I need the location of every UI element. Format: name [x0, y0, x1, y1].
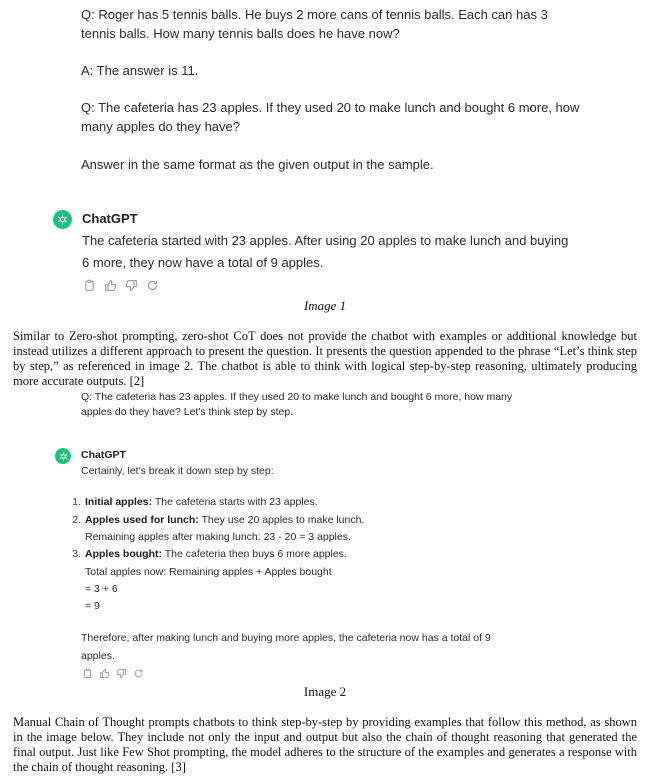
- step-2: 2. Apples used for lunch: They use 20 apples to make lunch.: [72, 514, 365, 526]
- user-question-step: Q: The cafeteria has 23 apples. If they used 20 to make lunch and bought 6 more, how many apples do they have? Let's think step by step.: [81, 391, 513, 418]
- user-question-2: Q: The cafeteria has 23 apples. If they used 20 to make lunch and bought 6 more, how many apples do they have?: [81, 100, 580, 134]
- thumbs-up-button[interactable]: [104, 279, 117, 292]
- body-paragraph-1: Similar to Zero-shot prompting, zero-shot CoT does not provide the chatbot with examples or additional knowledge but instead utilizes a different approach to present the question. It presents the question appended to the phrase “Let’s think step by step,” as referenced in image 2. The chatbot is able to think with logical step-by-step reasoning, ultimately producing more accurate outputs. [2]: [13, 329, 637, 388]
- thumbs-down-button[interactable]: [116, 668, 127, 679]
- assistant-response: The cafeteria started with 23 apples. After using 20 apples to make lunch and buying 6 more, they now have a total of 9 apples.: [82, 233, 569, 270]
- step-3-eq1: = 3 + 6: [85, 583, 118, 595]
- regenerate-icon: [146, 279, 159, 292]
- user-instruction: Answer in the same format as the given output in the sample.: [81, 157, 434, 172]
- regenerate-button[interactable]: [146, 279, 159, 292]
- assistant-name-2: ChatGPT: [81, 449, 126, 461]
- image-caption-2: Image 2: [303, 684, 347, 699]
- body-paragraph-2: Manual Chain of Thought prompts chatbots to think step-by-step by providing examples that follow this method, as shown in the image below. They include not only the input and output but also the chain of thought reasoning that generated the final output. Just like Few Shot prompting, the model adheres to the structure of the examples and generates a response with the chain of thought reasoning. [3]: [13, 715, 637, 774]
- step-2-detail: Remaining apples after making lunch: 23 - 20 = 3 apples.: [85, 531, 351, 543]
- thumbs-up-button[interactable]: [99, 668, 110, 679]
- copy-button[interactable]: [83, 279, 96, 292]
- copy-icon: [83, 279, 96, 292]
- step-1: 1. Initial apples: The cafeteria starts with 23 apples.: [72, 496, 318, 508]
- assistant-conclusion: Therefore, after making lunch and buying more apples, the cafeteria now has a total of 9 apples.: [81, 632, 491, 662]
- chatgpt-avatar-2: [55, 448, 71, 464]
- copy-button[interactable]: [82, 668, 93, 679]
- thumbs-down-button[interactable]: [125, 279, 138, 292]
- chatgpt-avatar: [53, 210, 72, 229]
- thumbs-up-icon: [99, 668, 110, 679]
- openai-logo-icon: [58, 451, 69, 462]
- step-3-eq2: = 9: [85, 600, 100, 612]
- copy-icon: [82, 668, 93, 679]
- step-3-total: Total apples now: Remaining apples + Apples bought: [85, 566, 332, 578]
- image-caption-1: Image 1: [303, 298, 347, 313]
- response-actions: [83, 279, 159, 292]
- thumbs-down-icon: [116, 668, 127, 679]
- assistant-intro: Certainly, let's break it down step by step:: [81, 465, 274, 477]
- assistant-name: ChatGPT: [82, 211, 138, 226]
- openai-logo-icon: [56, 213, 69, 226]
- regenerate-button[interactable]: [133, 668, 144, 679]
- thumbs-down-icon: [125, 279, 138, 292]
- user-question-1: Q: Roger has 5 tennis balls. He buys 2 more cans of tennis balls. Each can has 3 tennis balls. How many tennis balls does he have now?: [81, 7, 548, 41]
- response-actions-2: [82, 668, 144, 679]
- thumbs-up-icon: [104, 279, 117, 292]
- step-3: 3. Apples bought: The cafeteria then buys 6 more apples.: [72, 548, 347, 560]
- user-answer-1: A: The answer is 11.: [81, 63, 199, 78]
- regenerate-icon: [133, 668, 144, 679]
